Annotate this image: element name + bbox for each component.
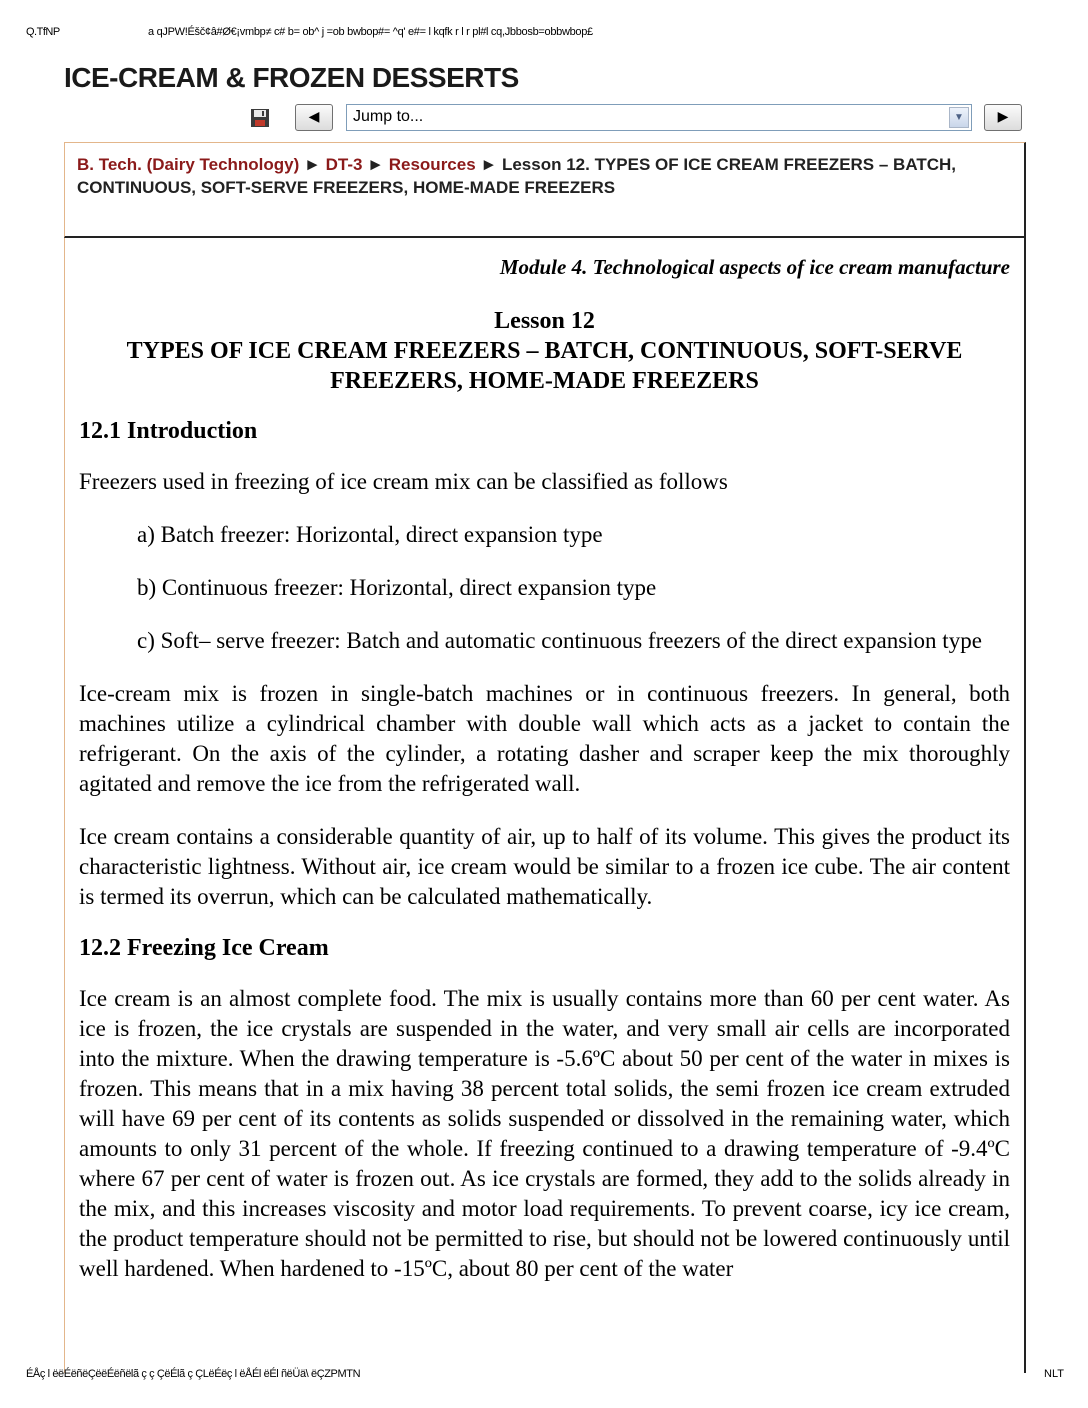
breadcrumb-link-resources[interactable]: Resources (388, 155, 476, 174)
module-title: Module 4. Technological aspects of ice cream manufacture (499, 255, 1010, 279)
breadcrumb-separator: ► (480, 155, 498, 174)
jump-to-value: Jump to... (353, 108, 424, 125)
navigation-bar (250, 102, 1025, 134)
body-paragraph: Ice cream is an almost complete food. The mix is usually contains more than 60 per cent water. As ice is frozen, the ice crystals are suspended in the water, and very small air cells are incorporated into the mixture. When the drawing temperature is -5.6ºC about 50 per cent of the water in mixes is frozen. This means that in a mix having 38 percent total solids, the semi frozen ice cream extruded will have 69 per cent of its contents as solids suspended or dissolved in the remaining water, which amounts to only 31 percent of the whole. If freezing continued to a drawing temperature of -9.4ºC where 67 per cent of water is frozen out. As ice crystals are formed, they add to the solids already in the mix, and this increases viscosity and motor load requirements. To prevent coarse, icy ice cream, the product temperature should not be permitted to rise, but should not be lowered continuously until well hardened. When hardened to -15ºC, about 80 per cent of the water (79, 986, 1010, 1281)
body-paragraph: Ice cream contains a considerable quantity of air, up to half of its volume. This gives the product its characteristic lightness. Without air, ice cream would be similar to a frozen ice cube. The air content is termed its overrun, which can be calculated mathematically. (79, 824, 1010, 909)
breadcrumb-separator: ► (367, 155, 384, 174)
print-header-page-label: Q.TfNP (26, 26, 60, 38)
section-heading-freezing: 12.2 Freezing Ice Cream (79, 935, 329, 961)
body-paragraph: Ice-cream mix is frozen in single-batch machines or in continuous freezers. In general, both machines utilize a cylindrical chamber with double wall which acts as a jacket to contain the refrigerant. On the axis of the cylinder, a rotating dasher and scraper keep the mix thoroughly agitated and remove the ice from the refrigerated wall. (79, 681, 1010, 796)
breadcrumb-current: Lesson 12. TYPES OF ICE CREAM FREEZERS – BATCH, CONTINUOUS, SOFT-SERVE FREEZERS, HOME-MADE FREEZERS (77, 155, 957, 197)
print-header-url: a qJPW!Éšč¢â#Ø€¡vmbp≠ c# b= ob^ j =ob bwbop#= ^q' e#= l kqfk r l r pl#l cq,Jbbosb=obbwbop£ (148, 26, 593, 38)
breadcrumb-link-dt3[interactable]: DT-3 (325, 155, 363, 174)
list-item: b) Continuous freezer: Horizontal, direct expansion type (137, 575, 657, 600)
breadcrumb (64, 142, 1026, 238)
lesson-title: TYPES OF ICE CREAM FREEZERS – BATCH, CONTINUOUS, SOFT-SERVE FREEZERS, HOME-MADE FREEZERS (126, 338, 963, 394)
list-item: a) Batch freezer: Horizontal, direct expansion type (137, 522, 603, 547)
lesson-number: Lesson 12 (494, 308, 595, 334)
list-item: c) Soft– serve freezer: Batch and automatic continuous freezers of the direct expansion type (137, 628, 982, 653)
jump-to-select[interactable] (346, 104, 972, 131)
intro-paragraph: Freezers used in freezing of ice cream mix can be classified as follows (79, 469, 728, 494)
section-heading-introduction: 12.1 Introduction (79, 418, 258, 444)
arrow-left-icon: ◀ (308, 110, 320, 125)
next-button[interactable] (984, 104, 1022, 131)
print-footer-path: ÉÅç l ëëÉëñëÇëëÉëñëlã ç ç ÇëÉlã ç ÇLëÉëç l ëÅÉl ëÉl ñëÜä\ ëÇZPMTN (26, 1368, 361, 1380)
save-icon[interactable] (250, 108, 270, 128)
breadcrumb-link-course[interactable]: B. Tech. (Dairy Technology) (77, 155, 300, 174)
site-title[interactable]: ICE-CREAM & FROZEN DESSERTS (64, 62, 519, 93)
chevron-down-icon[interactable]: ▼ (949, 107, 969, 128)
previous-button[interactable] (295, 104, 333, 131)
lesson-content (64, 238, 1026, 1373)
print-footer-page-number: NLT (1044, 1368, 1064, 1380)
lesson-heading (79, 306, 1010, 396)
arrow-right-icon: ▶ (997, 110, 1009, 125)
breadcrumb-separator: ► (304, 155, 321, 174)
